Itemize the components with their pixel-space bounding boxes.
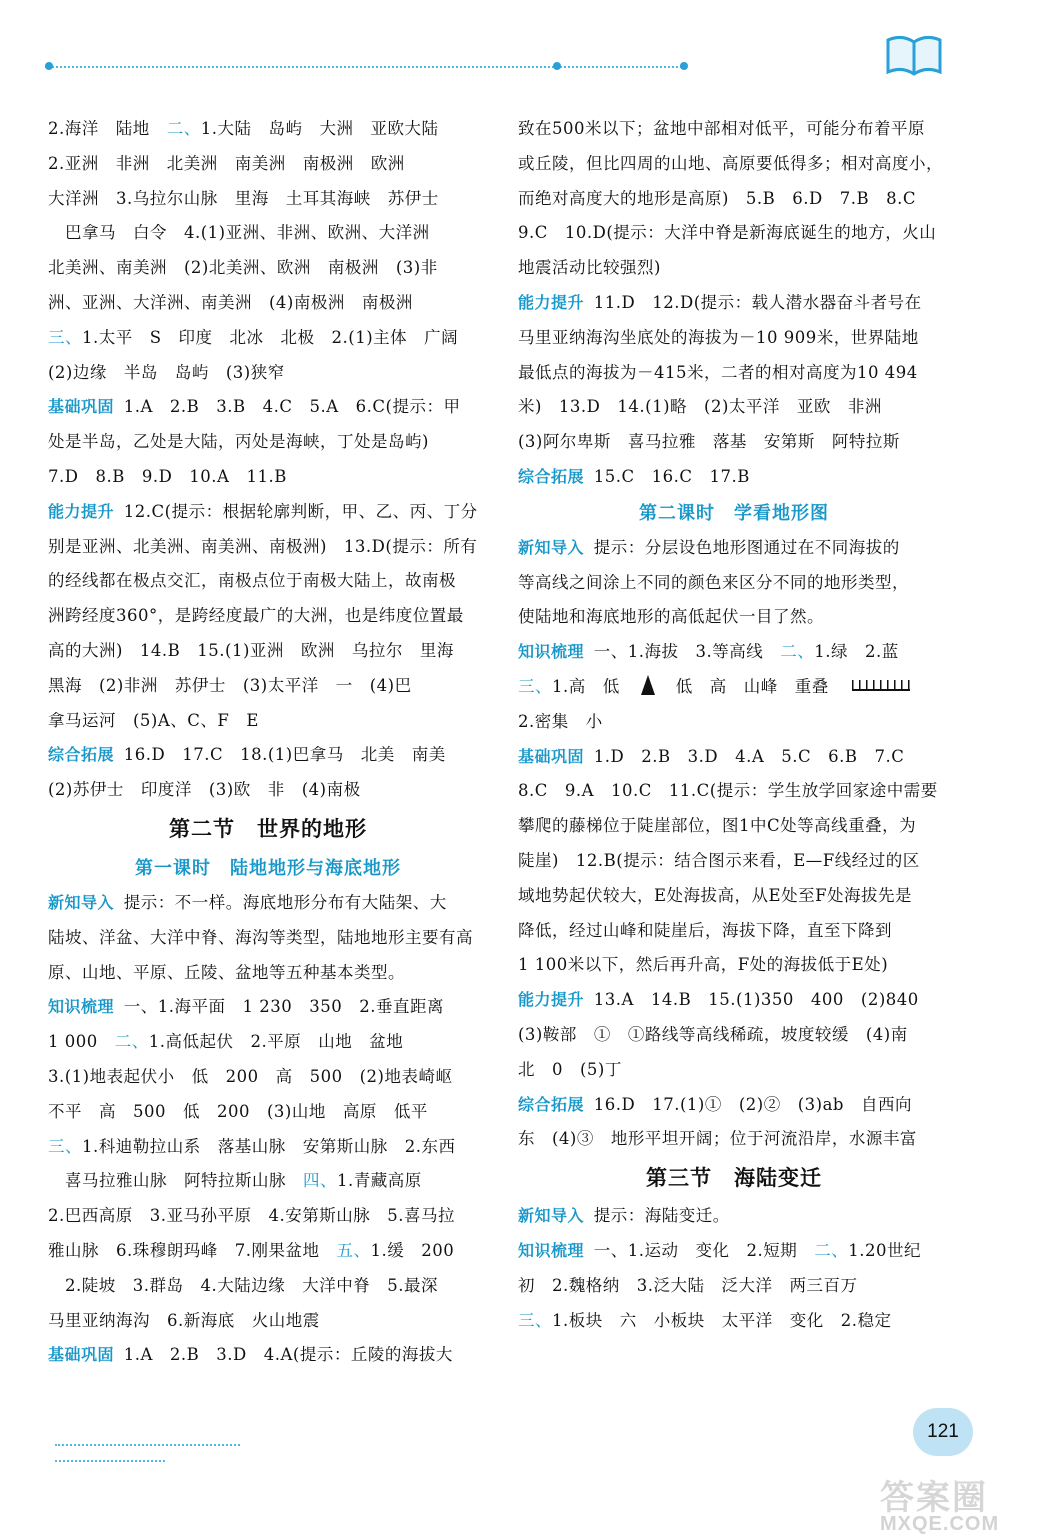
answer-line bbox=[48, 216, 488, 251]
answer-text: (3)鞍部 ① ①路线等高线稀疏，坡度较缓 (4)南 bbox=[518, 1024, 908, 1044]
top-dotted-rule bbox=[45, 66, 685, 68]
answer-line bbox=[518, 321, 950, 356]
answer-line bbox=[48, 1164, 488, 1199]
answer-text: 1 100米以下，然后再升高，F处的海拔低于E处) bbox=[518, 955, 889, 975]
answer-text: 处是半岛，乙处是大陆，丙处是海峡，丁处是岛屿) bbox=[48, 432, 429, 452]
answer-text: 陡崖) 12.B(提示：结合图示来看，E—F线经过的区 bbox=[518, 850, 920, 870]
answer-text: 提示：不一样。海底地形分布有大陆架、大 bbox=[118, 892, 447, 912]
answer-line bbox=[518, 600, 950, 635]
answer-line bbox=[518, 182, 950, 217]
section-tag: 基础巩固 bbox=[48, 399, 115, 417]
answer-line bbox=[518, 1088, 950, 1123]
answer-text: 高的大洲) 14.B 15.(1)亚洲 欧洲 乌拉尔 里海 bbox=[48, 640, 454, 660]
answer-line bbox=[518, 1269, 950, 1304]
answer-line bbox=[48, 956, 488, 991]
answer-text: 的经线都在极点交汇，南极点位于南极大陆上，故南极 bbox=[48, 571, 456, 591]
answer-text: 陆坡、洋盆、大洋中脊、海沟等类型，陆地地形主要有高 bbox=[48, 927, 473, 947]
answer-text: 1.青藏高原 bbox=[337, 1171, 422, 1191]
answer-line bbox=[518, 251, 950, 286]
answer-line bbox=[518, 774, 950, 809]
answer-text: 13.A 14.B 15.(1)350 400 (2)840 bbox=[588, 990, 919, 1010]
section-tag: 知识梳理 bbox=[518, 1242, 585, 1260]
right-answer-column bbox=[518, 112, 950, 1338]
section-tag: 能力提升 bbox=[518, 294, 585, 312]
answer-line bbox=[518, 112, 950, 147]
answer-text: 东 (4)③ 地形平坦开阔；位于河流沿岸，水源丰富 bbox=[518, 1129, 917, 1149]
answer-text: 最低点的海拔为－415米，二者的相对高度为10 494 bbox=[518, 362, 918, 382]
section-number: 三、 bbox=[518, 676, 552, 696]
section-tag: 综合拓展 bbox=[48, 747, 115, 765]
answer-line bbox=[48, 1095, 488, 1130]
answer-text: (3)阿尔卑斯 喜马拉雅 落基 安第斯 阿特拉斯 bbox=[518, 432, 900, 452]
answer-line bbox=[48, 1234, 488, 1269]
answer-line bbox=[48, 390, 488, 425]
answer-text: 11.D 12.D(提示：载人潜水器奋斗者号在 bbox=[588, 292, 922, 312]
answer-text: 黑海 (2)非洲 苏伊士 (3)太平洋 一 (4)巴 bbox=[48, 675, 412, 695]
page-number-text: 121 bbox=[927, 1421, 959, 1442]
section-number: 四、 bbox=[303, 1171, 337, 1191]
answer-line bbox=[48, 251, 488, 286]
answer-text: 原、山地、平原、丘陵、盆地等五种基本类型。 bbox=[48, 962, 405, 982]
answer-line bbox=[518, 460, 950, 495]
rule-dot bbox=[553, 62, 561, 70]
answer-text: 1.大陆 岛屿 大洲 亚欧大陆 bbox=[200, 119, 439, 138]
answer-text: 域地势起伏较大，E处海拔高，从E处至F处海拔先是 bbox=[518, 885, 913, 905]
answer-text: 1.缓 200 bbox=[370, 1240, 455, 1260]
answer-text: 8.C 9.A 10.C 11.C(提示：学生放学回家途中需要 bbox=[518, 781, 938, 801]
answer-text: 洲、亚洲、大洋洲、南美洲 (4)南极洲 南极洲 bbox=[48, 292, 413, 312]
watermark-logo bbox=[880, 1470, 1045, 1535]
answer-line bbox=[48, 1269, 488, 1304]
answer-line bbox=[518, 1199, 950, 1234]
answer-text: 拿马运河 (5)A、C、F E bbox=[48, 710, 259, 730]
answer-line bbox=[518, 809, 950, 844]
answer-line bbox=[48, 286, 488, 321]
answer-text: 16.D 17.C 18.(1)巴拿马 北美 南美 bbox=[118, 745, 446, 765]
answer-line bbox=[48, 564, 488, 599]
cliff-contour-icon bbox=[852, 679, 910, 691]
section-tag: 新知导入 bbox=[518, 539, 585, 557]
answer-text: 1.太平 S 印度 北冰 北极 2.(1)主体 广阔 bbox=[82, 327, 459, 347]
answer-text: 初 2.魏格纳 3.泛大陆 泛大洋 两三百万 bbox=[518, 1275, 858, 1295]
answer-line bbox=[518, 216, 950, 251]
answer-line bbox=[48, 1199, 488, 1234]
answer-line bbox=[518, 390, 950, 425]
answer-text: 别是亚洲、北美洲、南美洲、南极洲) 13.D(提示：所有 bbox=[48, 536, 478, 556]
section-number: 二、 bbox=[166, 119, 201, 138]
answer-text: 一、1.运动 变化 2.短期 bbox=[588, 1240, 815, 1260]
answer-line bbox=[48, 990, 488, 1025]
answer-text: 15.C 16.C 17.B bbox=[588, 466, 750, 486]
answer-text: 或丘陵，但比四周的山地、高原要低得多；相对高度小， bbox=[518, 153, 943, 173]
bottom-dotted-rule bbox=[55, 1444, 240, 1446]
answer-line bbox=[48, 1130, 488, 1165]
left-answer-column bbox=[48, 112, 488, 1373]
answer-line bbox=[518, 635, 950, 670]
answer-text: 2.巴西高原 3.亚马孙平原 4.安第斯山脉 5.喜马拉 bbox=[48, 1206, 455, 1226]
section-tag: 知识梳理 bbox=[48, 999, 115, 1017]
section-number: 二、 bbox=[114, 1032, 149, 1052]
answer-text: 2.亚洲 非洲 北美洲 南美洲 南极洲 欧洲 bbox=[48, 153, 405, 173]
answer-text: 马里亚纳海沟坐底处的海拔为－10 909米，世界陆地 bbox=[518, 327, 919, 347]
section-tag: 基础巩固 bbox=[518, 748, 585, 766]
section-number: 三、 bbox=[48, 327, 82, 347]
answer-text: 巴拿马 白令 4.(1)亚洲、非洲、欧洲、大洋洲 bbox=[48, 223, 430, 243]
section-tag: 综合拓展 bbox=[518, 468, 585, 486]
watermark-cn: 答案圈 bbox=[880, 1479, 988, 1517]
answer-text: 1.D 2.B 3.D 4.A 5.C 6.B 7.C bbox=[588, 746, 905, 766]
answer-line bbox=[48, 738, 488, 773]
answer-text: 不平 高 500 低 200 (3)山地 高原 低平 bbox=[48, 1101, 428, 1121]
section-number: 二、 bbox=[780, 642, 815, 662]
answer-line bbox=[518, 1053, 950, 1088]
answer-line bbox=[518, 914, 950, 949]
answer-line bbox=[518, 879, 950, 914]
answer-text: 2.密集 小 bbox=[518, 711, 603, 731]
answer-text: 一、1.海平面 1 230 350 2.垂直距离 bbox=[118, 997, 444, 1017]
answer-line bbox=[48, 495, 488, 530]
answer-text: 7.D 8.B 9.D 10.A 11.B bbox=[48, 466, 287, 486]
answer-line bbox=[518, 356, 950, 391]
lesson-heading: 第二课时 学看地形图 bbox=[639, 502, 829, 523]
section-number: 二、 bbox=[814, 1240, 849, 1260]
answer-line bbox=[48, 182, 488, 217]
answer-line bbox=[48, 1060, 488, 1095]
section-number: 三、 bbox=[518, 1310, 552, 1330]
answer-line bbox=[518, 147, 950, 182]
answer-line bbox=[518, 1234, 950, 1269]
answer-text: (2)苏伊士 印度洋 (3)欧 非 (4)南极 bbox=[48, 780, 361, 800]
answer-line bbox=[518, 983, 950, 1018]
answer-text: 地震活动比较强烈) bbox=[518, 258, 661, 278]
answer-text: (2)边缘 半岛 岛屿 (3)狭窄 bbox=[48, 362, 285, 382]
answer-line bbox=[48, 460, 488, 495]
answer-line bbox=[48, 1304, 488, 1339]
watermark-en: MXQE.COM bbox=[880, 1513, 1000, 1535]
answer-line bbox=[48, 321, 488, 356]
answer-line bbox=[48, 356, 488, 391]
section-tag: 新知导入 bbox=[48, 894, 115, 912]
rule-dot bbox=[45, 62, 53, 70]
answer-text: 1.A 2.B 3.B 4.C 5.A 6.C(提示：甲 bbox=[118, 397, 461, 417]
answer-line bbox=[518, 566, 950, 601]
answer-line bbox=[518, 531, 950, 566]
answer-line bbox=[48, 886, 488, 921]
answer-text: 1.高 低 bbox=[552, 676, 637, 696]
answer-text: 提示：分层设色地形图通过在不同海拔的 bbox=[588, 537, 900, 557]
answer-text: 1 000 bbox=[48, 1032, 115, 1052]
answer-line bbox=[518, 740, 950, 775]
answer-text: 米) 13.D 14.(1)略 (2)太平洋 亚欧 非洲 bbox=[518, 397, 882, 417]
answer-line bbox=[518, 670, 950, 705]
answer-text: 1.高低起伏 2.平原 山地 盆地 bbox=[148, 1032, 404, 1052]
answer-text: 攀爬的藤梯位于陡崖部位，图1中C处等高线重叠，为 bbox=[518, 816, 917, 836]
answer-text: 1.绿 2.蓝 bbox=[814, 642, 899, 662]
section-tag: 能力提升 bbox=[518, 992, 585, 1010]
answer-line bbox=[518, 1018, 950, 1053]
answer-line bbox=[48, 921, 488, 956]
answer-text: 马里亚纳海沟 6.新海底 火山地震 bbox=[48, 1310, 320, 1330]
answer-text: 1.A 2.B 3.D 4.A(提示：丘陵的海拔大 bbox=[118, 1345, 453, 1365]
answer-line bbox=[48, 1025, 488, 1060]
answer-text: 9.C 10.D(提示：大洋中脊是新海底诞生的地方，火山 bbox=[518, 223, 937, 243]
answer-line bbox=[48, 669, 488, 704]
answer-text: 2.陡坡 3.群岛 4.大陆边缘 大洋中脊 5.最深 bbox=[48, 1275, 438, 1295]
answer-text: 16.D 17.(1)① (2)② (3)ab 自西向 bbox=[588, 1094, 912, 1114]
answer-text: 雅山脉 6.珠穆朗玛峰 7.刚果盆地 bbox=[48, 1240, 337, 1260]
section-heading: 第三节 海陆变迁 bbox=[646, 1165, 822, 1191]
section-tag: 能力提升 bbox=[48, 503, 115, 521]
answer-text: 提示：海陆变迁。 bbox=[588, 1206, 730, 1226]
answer-text: 1.科迪勒拉山系 落基山脉 安第斯山脉 2.东西 bbox=[82, 1136, 456, 1156]
answer-text: 降低，经过山峰和陡崖后，海拔下降，直至下降到 bbox=[518, 920, 892, 940]
answer-line bbox=[48, 1338, 488, 1373]
answer-line bbox=[518, 705, 950, 740]
section-number: 五、 bbox=[336, 1240, 371, 1260]
answer-text: 一、1.海拔 3.等高线 bbox=[588, 642, 781, 662]
answer-text: 致在500米以下；盆地中部相对低平，可能分布着平原 bbox=[518, 119, 925, 138]
section-tag: 基础巩固 bbox=[48, 1347, 115, 1365]
answer-line bbox=[518, 286, 950, 321]
answer-text: 洲跨经度360°，是跨经度最广的大洲，也是纬度位置最 bbox=[48, 606, 464, 626]
lesson-heading: 第一课时 陆地地形与海底地形 bbox=[135, 857, 401, 878]
answer-text: 北 0 (5)丁 bbox=[518, 1059, 622, 1079]
answer-line bbox=[48, 599, 488, 634]
answer-line bbox=[518, 844, 950, 879]
section-tag: 知识梳理 bbox=[518, 644, 585, 662]
answer-text: 而绝对高度大的地形是高原) 5.B 6.D 7.B 8.C bbox=[518, 188, 917, 208]
answer-line bbox=[48, 530, 488, 565]
answer-text: 等高线之间涂上不同的颜色来区分不同的地形类型， bbox=[518, 572, 909, 592]
answer-line bbox=[48, 112, 488, 147]
answer-text: 喜马拉雅山脉 阿特拉斯山脉 bbox=[48, 1171, 303, 1191]
page-number bbox=[913, 1408, 973, 1456]
section-tag: 综合拓展 bbox=[518, 1096, 585, 1114]
section-number: 三、 bbox=[48, 1136, 82, 1156]
answer-text: 1.板块 六 小板块 太平洋 变化 2.稳定 bbox=[552, 1310, 892, 1330]
answer-text: 使陆地和海底地形的高低起伏一目了然。 bbox=[518, 607, 824, 627]
answer-line bbox=[518, 1122, 950, 1157]
open-book-icon bbox=[884, 32, 944, 78]
answer-line bbox=[48, 425, 488, 460]
bottom-dotted-rule bbox=[55, 1460, 165, 1462]
answer-line bbox=[518, 1304, 950, 1339]
peak-triangle-icon bbox=[641, 675, 655, 695]
section-tag: 新知导入 bbox=[518, 1208, 585, 1226]
answer-text: 1.20世纪 bbox=[848, 1240, 921, 1260]
section-heading: 第二节 世界的地形 bbox=[169, 815, 367, 841]
answer-text: 北美洲、南美洲 (2)北美洲、欧洲 南极洲 (3)非 bbox=[48, 258, 438, 278]
answer-text: 2.海洋 陆地 bbox=[48, 119, 167, 138]
answer-line bbox=[48, 634, 488, 669]
answer-line bbox=[48, 147, 488, 182]
answer-line bbox=[48, 773, 488, 808]
answer-line bbox=[518, 425, 950, 460]
answer-text: 12.C(提示：根据轮廓判断，甲、乙、丙、丁分 bbox=[118, 501, 478, 521]
answer-text: 大洋洲 3.乌拉尔山脉 里海 土耳其海峡 苏伊士 bbox=[48, 188, 439, 208]
answer-line bbox=[518, 948, 950, 983]
rule-dot bbox=[680, 62, 688, 70]
answer-text: 低 高 山峰 重叠 bbox=[658, 676, 846, 696]
answer-text: 3.(1)地表起伏小 低 200 高 500 (2)地表崎岖 bbox=[48, 1066, 453, 1086]
answer-line bbox=[48, 704, 488, 739]
